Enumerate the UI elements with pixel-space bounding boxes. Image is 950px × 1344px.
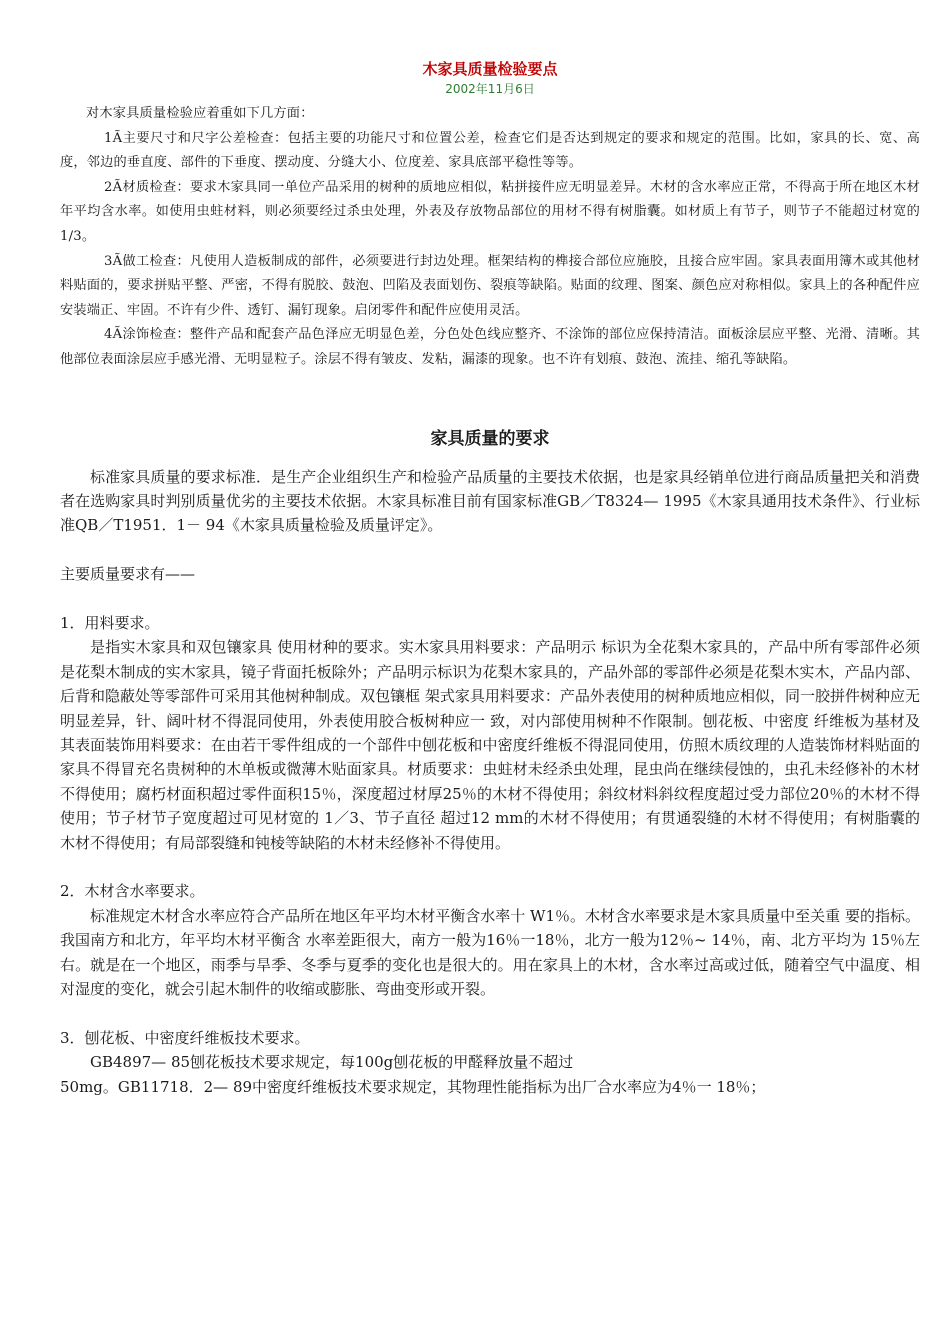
list-item: 1Ã主要尺寸和尺字公差检查：包括主要的功能尺寸和位置公差，检查它们是否达到规定的要求和规定的范围。比如，家具的长、宽、高度，邻边的垂直度、部件的下垂度、摆动度、分缝大小、位度差、家具底部平稳性等等。 xyxy=(60,130,920,171)
intro-paragraph: 对木家具质量检验应着重如下几方面： xyxy=(86,106,314,121)
page-title: 木家具质量检验要点 xyxy=(422,60,558,78)
publish-date: 2002年11月6日 xyxy=(445,82,535,96)
paragraph: 标准规定木材含水率应符合产品所在地区年平均木材平衡含水率十 W1％。木材含水率要求是木家具质量中至关重 要的指标。我国南方和北方，年平均木材平衡含 水率差距很大，南方一般为16％一18％，北方一般为12％~ 14％，南、北方平均为 15％左右。就是在一个地区，雨季与旱季、冬季与夏季的变化也是很大的。用在家具上的木材，含水率过高或过低，随着空气中温度、相对湿度的变化，就会引起木制件的收缩或膨胀、弯曲变形或开裂。 xyxy=(60,906,920,999)
section-quality-requirements xyxy=(60,427,920,1100)
paragraph: 是指实木家具和双包镶家具 使用材种的要求。实木家具用料要求：产品明示 标识为全花梨木家具的，产品中所有零部件必须是花梨木制成的实木家具，镜子背面托板除外；产品明示标识为花梨木家具的，产品外部的零部件必须是花梨木实木，产品内部、后背和隐蔽处等零部件可采用其他树种制成。双包镶框 架式家具用料要求：产品外表使用的树种质地应相似，同一胶拼件树种应无明显差异，针、阔叶材不得混同使用，外表使用胶合板树种应一 致，对内部使用树种不作限制。刨花板、中密度 纤维板为基材及其表面装饰用料要求：在由若干零件组成的一个部件中刨花板和中密度纤维板不得混同使用，仿照木质纹理的人造装饰材料贴面的家具不得冒充名贵树种的木单板或微薄木贴面家具。材质要求：虫蛀材未经杀虫处理，昆虫尚在继续侵蚀的，虫孔未经修补的木材不得使用；腐朽材面积超过零件面积15％，深度超过材厚25％的木材不得使用；斜纹材料斜纹程度超过受力部位20％的木材不得使用；节子材节子宽度超过可见材宽的 1／3、节子直径 超过12 mm的木材不得使用；有贯通裂缝的木材不得使用；有树脂囊的木材不得使用；有局部裂缝和钝棱等缺陷的木材未经修补不得使用。 xyxy=(60,638,920,852)
section-title: 家具质量的要求 xyxy=(430,428,550,449)
subheading: 2．木材含水率要求。 xyxy=(60,882,205,901)
list-item: 3Ã做工检查：凡使用人造板制成的部件，必须要进行封边处理。框架结构的榫接合部位应施胶，且接合应牢固。家具表面用簿木或其他材料贴面的，要求拼贴平整、严密，不得有脱胶、鼓泡、凹陷及表面划伤、裂痕等缺陷。贴面的纹理、图案、颜色应对称相似。家具上的各种配件应安装端正、牢固。不许有少件、透钉、漏钉现象。启闭零件和配件应使用灵活。 xyxy=(60,253,920,318)
subheading: 3．刨花板、中密度纤维板技术要求。 xyxy=(60,1028,310,1047)
list-item: 2Ã材质检查：要求木家具同一单位产品采用的树种的质地应相似，粘拼接件应无明显差异。木材的含水率应正常，不得高于所在地区木材年平均含水率。如使用虫蛀材料，则必须要经过杀虫处理，外表及存放物品部位的用材不得有树脂囊。如材质上有节子，则节子不能超过材宽的1/3。 xyxy=(60,179,920,244)
paragraph: 标准家具质量的要求标准．是生产企业组织生产和检验产品质量的主要技术依据，也是家具经销单位进行商品质量把关和消费者在选购家具时判别质量优劣的主要技术依据。木家具标准目前有国家标准GB／T8324— 1995《木家具通用技术条件》、行业标准QB／T1951．1－ 94《木家具质量检验及质量评定》。 xyxy=(60,467,920,535)
subheading: 1．用料要求。 xyxy=(60,613,160,632)
list-item: 4Ã涂饰检查：整件产品和配套产品色泽应无明显色差，分色处色线应整齐、不涂饰的部位应保持清洁。面板涂层应平整、光滑、清晰。其他部位表面涂层应手感光滑、无明显粒子。涂层不得有皱皮、发粘，漏漆的现象。也不许有划痕、鼓泡、流挂、缩孔等缺陷。 xyxy=(60,327,920,367)
paragraph-line: GB4897— 85刨花板技术要求规定，每100g刨花板的甲醛释放量不超过 xyxy=(90,1053,574,1072)
document-page xyxy=(60,58,920,1099)
section-inspection-points xyxy=(60,58,920,373)
paragraph: 主要质量要求有—— xyxy=(60,565,196,584)
requirements-body xyxy=(60,465,920,1100)
inspection-body xyxy=(60,102,920,373)
paragraph-line: 50mg。GB11718．2— 89中密度纤维板技术要求规定，其物理性能指标为出厂合水率应为4％一 18％； xyxy=(60,1077,766,1096)
